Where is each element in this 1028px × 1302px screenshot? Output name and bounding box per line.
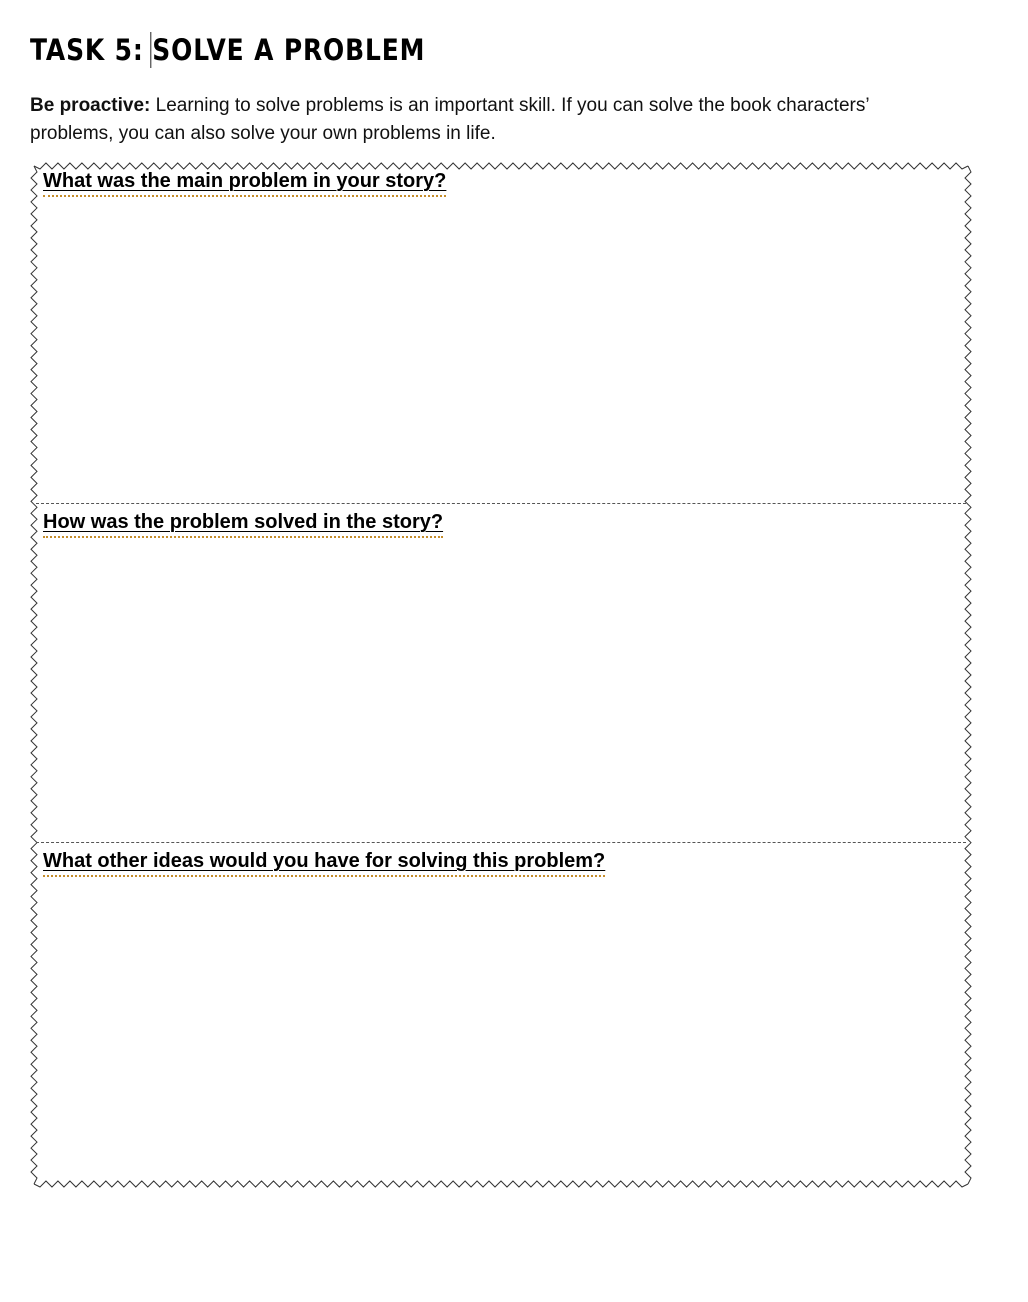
question-main-problem: What was the main problem in your story? xyxy=(43,170,447,192)
answer-box-solution[interactable] xyxy=(36,503,966,842)
title-task-number: TASK 5: xyxy=(30,33,144,67)
question-solution: How was the problem solved in the story? xyxy=(43,511,444,533)
title-task-name: SOLVE A PROBLEM xyxy=(152,33,426,67)
intro-paragraph xyxy=(30,92,930,148)
intro-text: Learning to solve problems is an important skill. If you can solve the book characters’ problems, you can also solve your own problems in life. xyxy=(30,95,869,144)
answer-frame xyxy=(30,162,972,1188)
answer-box-other-ideas[interactable] xyxy=(36,842,966,1182)
intro-label: Be proactive: xyxy=(30,95,151,116)
question-other-ideas: What other ideas would you have for solving this problem? xyxy=(43,850,606,872)
page-title xyxy=(30,30,425,70)
answer-box-problem[interactable] xyxy=(36,162,966,502)
